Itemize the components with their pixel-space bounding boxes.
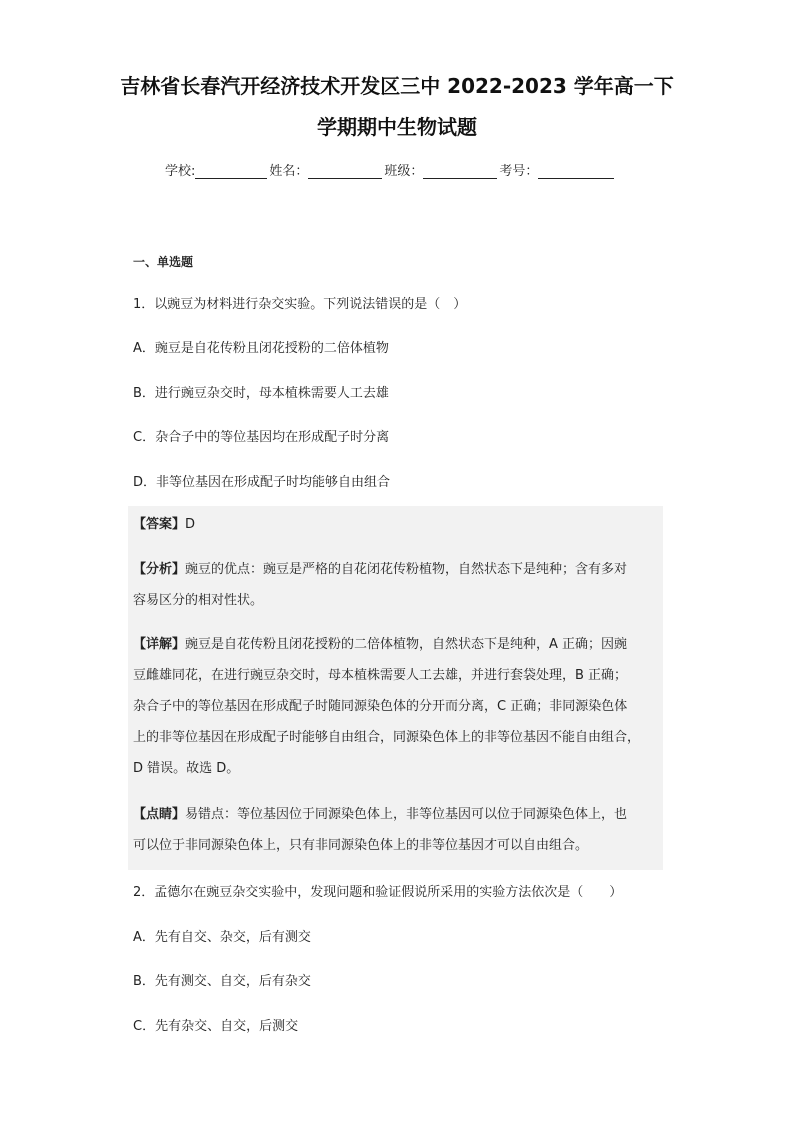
detail-line-4: 上的非等位基因在形成配子时能够自由组合，同源染色体上的非等位基因不能自由组合， — [133, 730, 641, 745]
detail-line-1: 豌豆是自花传粉且闭花授粉的二倍体植物，自然状态下是纯种，A 正确；因豌 — [185, 637, 628, 652]
tip-line-2: 可以位于非同源染色体上，只有非同源染色体上的非等位基因才可以自由组合。 — [133, 838, 589, 853]
name-label: 姓名： — [269, 164, 309, 179]
tip-tag: 【点睛】 — [133, 807, 186, 822]
question-2-option-b: B．先有测交、自交，后有杂交 — [133, 974, 311, 989]
exam-title-line1: 吉林省长春汽开经济技术开发区三中 2022-2023 学年高一下 — [120, 74, 674, 98]
question-1-option-c: C．杂合子中的等位基因均在形成配子时分离 — [133, 430, 390, 445]
question-1-detail — [133, 629, 663, 784]
answer-value: D — [185, 517, 196, 532]
detail-line-3: 杂合子中的等位基因在形成配子时随同源染色体的分开而分离，C 正确；非同源染色体 — [133, 699, 628, 714]
student-info-row — [165, 160, 616, 179]
number-blank[interactable] — [538, 164, 614, 179]
number-label: 考号： — [499, 164, 539, 179]
class-label: 班级： — [384, 164, 424, 179]
analysis-line-2: 容易区分的相对性状。 — [133, 593, 264, 608]
exam-title-line2: 学期期中生物试题 — [317, 115, 477, 139]
question-2-stem: 2．孟德尔在豌豆杂交实验中，发现问题和验证假说所采用的实验方法依次是（ ） — [133, 885, 623, 900]
analysis-line-1: 豌豆的优点：豌豆是严格的自花闭花传粉植物，自然状态下是纯种；含有多对 — [185, 562, 628, 577]
question-1-answer — [133, 509, 663, 540]
question-1-stem: 1．以豌豆为材料进行杂交实验。下列说法错误的是（ ） — [133, 297, 467, 312]
school-blank[interactable] — [195, 164, 267, 179]
detail-tag: 【详解】 — [133, 637, 186, 652]
question-1-option-a: A．豌豆是自花传粉且闭花授粉的二倍体植物 — [133, 341, 389, 356]
school-label: 学校: — [165, 164, 196, 179]
section-title: 一、单选题 — [133, 255, 194, 269]
question-1-option-b: B．进行豌豆杂交时，母本植株需要人工去雄 — [133, 386, 389, 401]
tip-line-1: 易错点：等位基因位于同源染色体上，非等位基因可以位于同源染色体上，也 — [185, 807, 628, 822]
detail-line-5: D 错误。故选 D。 — [133, 761, 240, 776]
class-blank[interactable] — [423, 164, 497, 179]
detail-line-2: 豆雌雄同花，在进行豌豆杂交时，母本植株需要人工去雄，并进行套袋处理，B 正确； — [133, 668, 628, 683]
question-1-tip — [133, 799, 663, 861]
question-2-option-c: C．先有杂交、自交，后测交 — [133, 1019, 299, 1034]
question-1-analysis — [133, 554, 663, 616]
answer-tag: 【答案】 — [133, 517, 186, 532]
question-1-option-d: D．非等位基因在形成配子时均能够自由组合 — [133, 475, 391, 490]
question-2-option-a: A．先有自交、杂交，后有测交 — [133, 930, 311, 945]
name-blank[interactable] — [308, 164, 382, 179]
analysis-tag: 【分析】 — [133, 562, 186, 577]
